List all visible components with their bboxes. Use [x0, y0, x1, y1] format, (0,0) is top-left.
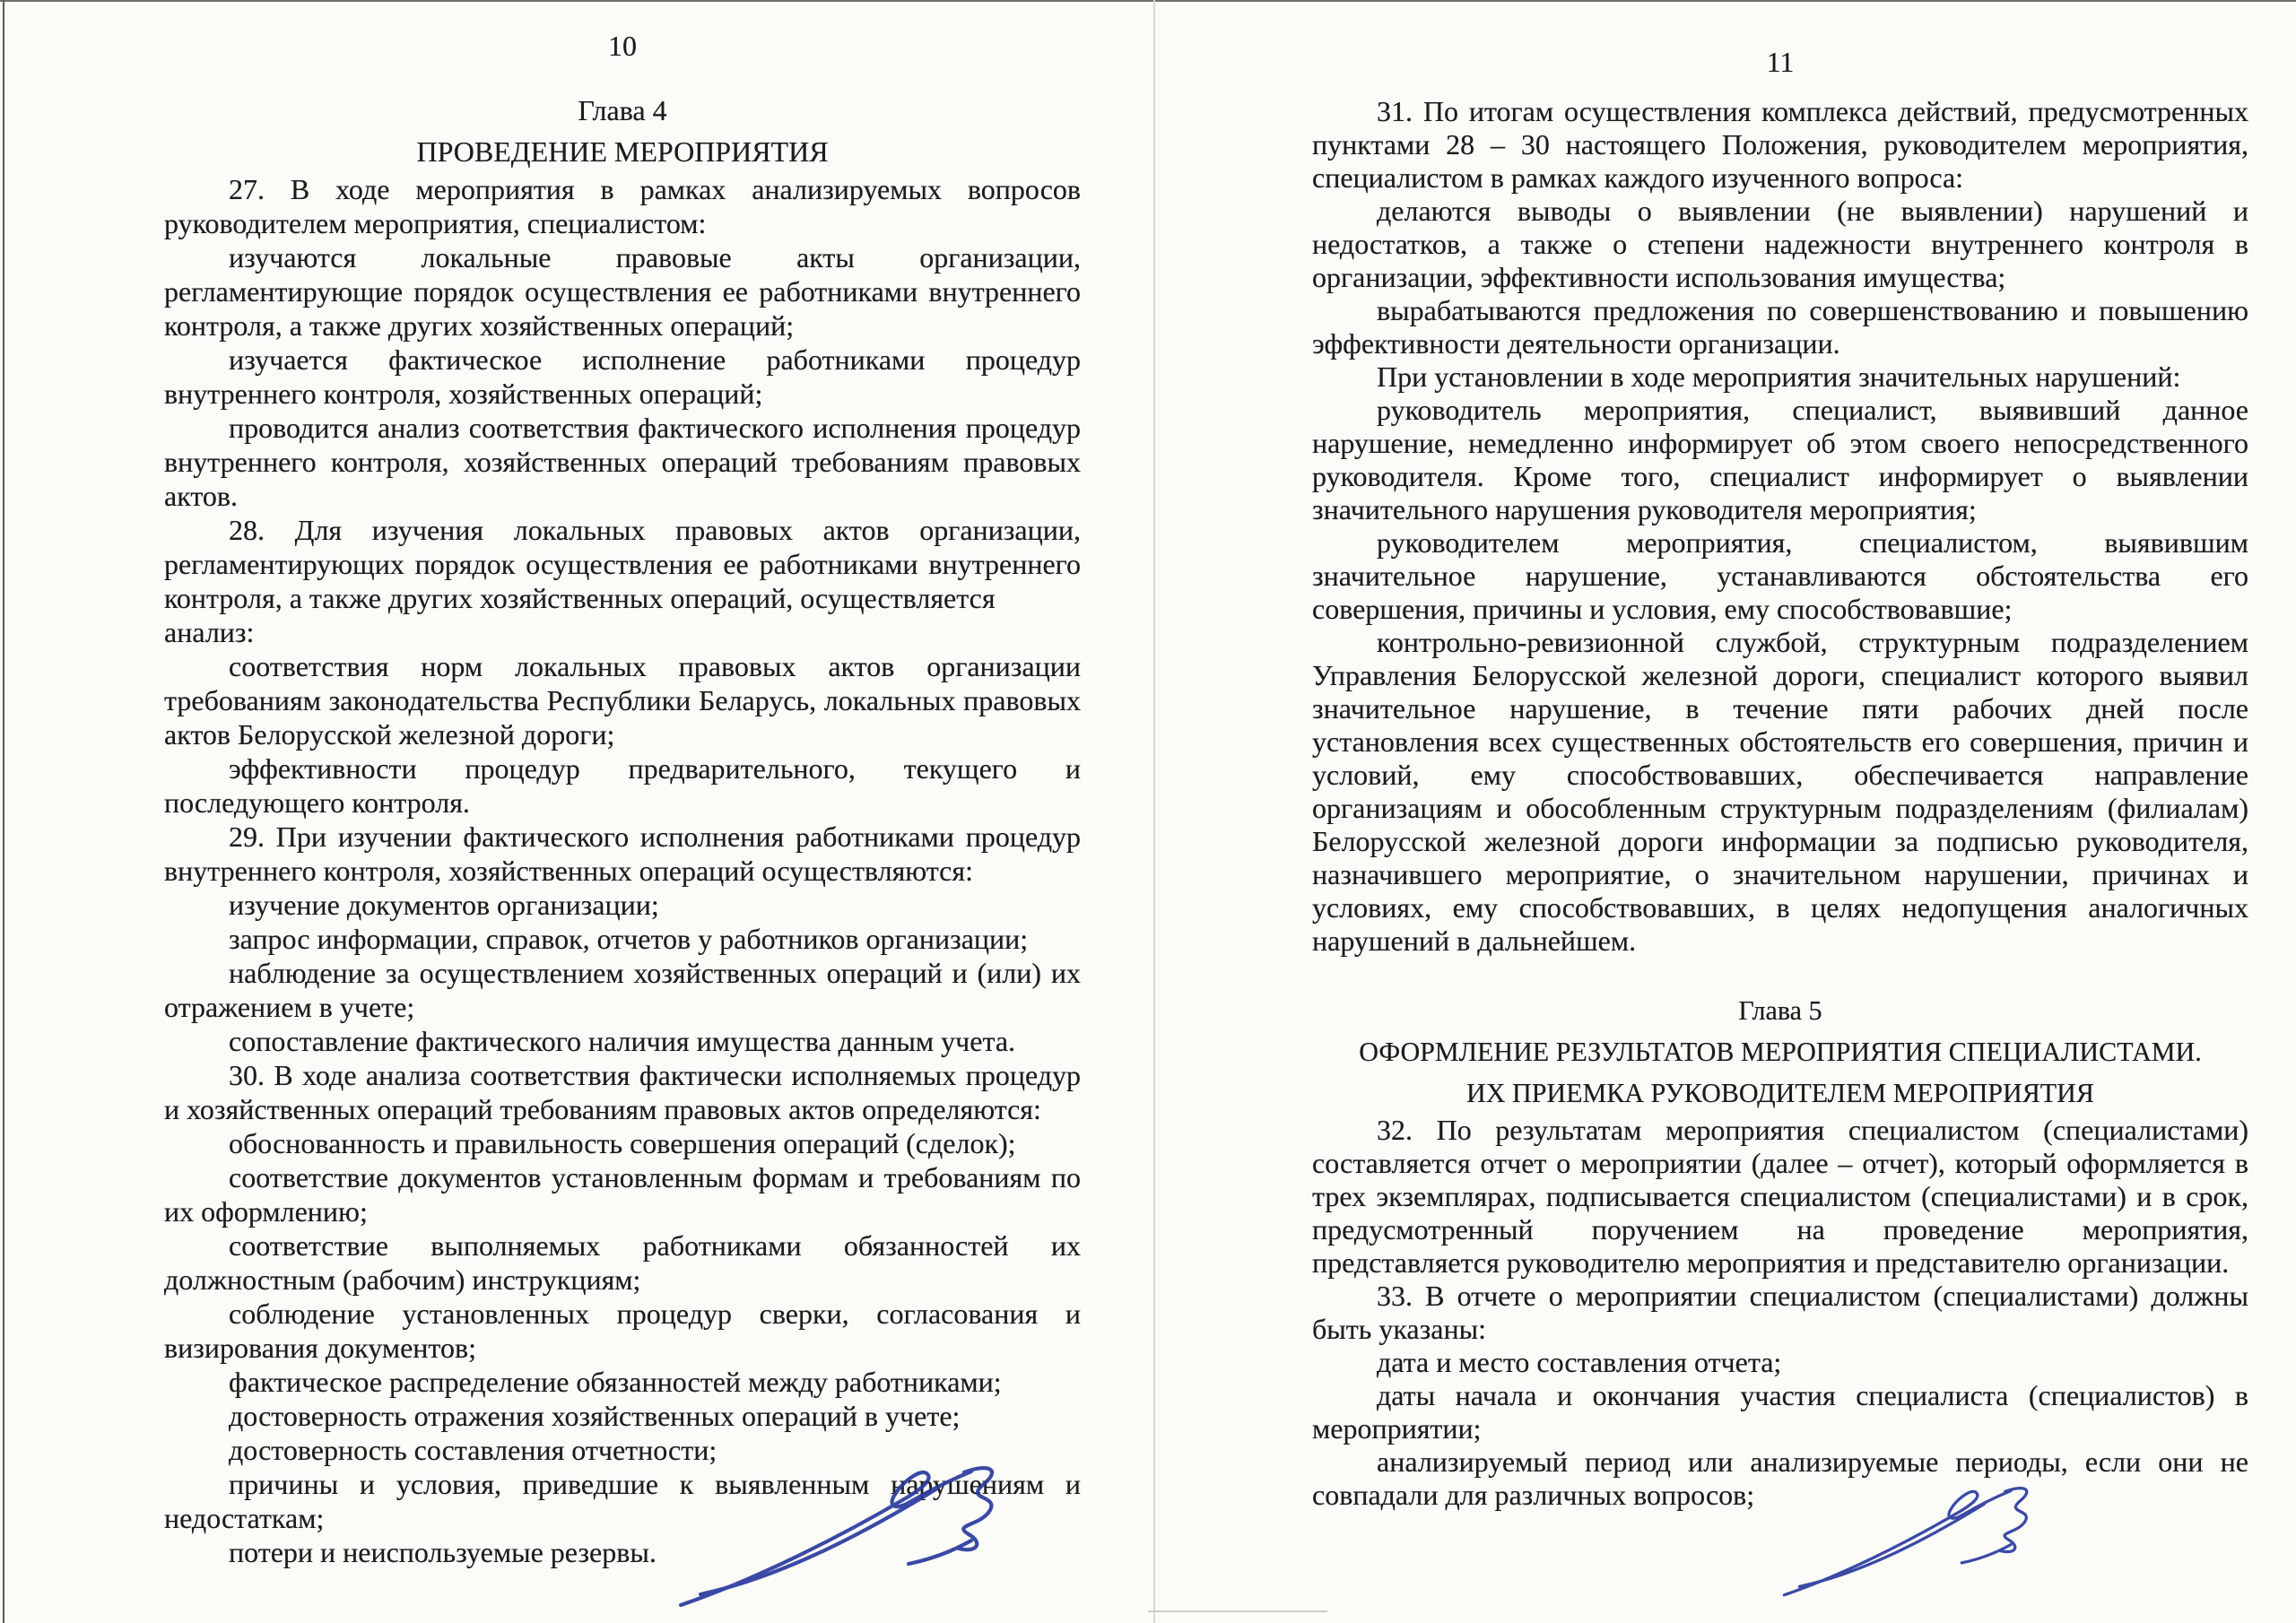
text-line: соответствия норм локальных правовых актов организации — [229, 650, 1081, 682]
text-line: требованиям законодательства Республики Беларусь, локальных правовых — [164, 684, 1081, 716]
text-line: 31. По итогам осуществления комплекса действий, предусмотренных — [1377, 95, 2248, 127]
signature-ink-left — [668, 1445, 1054, 1620]
paragraph — [164, 1058, 1081, 1126]
text-line: делаются выводы о выявлении (не выявлении) нарушений и — [1377, 195, 2248, 227]
heading-line: ПРОВЕДЕНИЕ МЕРОПРИЯТИЯ — [416, 135, 829, 168]
paragraph — [164, 172, 1081, 240]
text-line: специалистом в рамках каждого изученного вопроса: — [1312, 161, 1964, 194]
text-line: предусмотренный поручением на проведение мероприятия, — [1312, 1213, 2248, 1245]
text-line: фактическое распределение обязанностей между работниками; — [229, 1366, 1002, 1398]
text-line: достоверность отражения хозяйственных операций в учете; — [229, 1400, 961, 1432]
scan-edge-top — [0, 0, 2296, 2]
text-line: внутреннего контроля, хозяйственных операций; — [164, 378, 763, 410]
paragraph — [1312, 626, 2248, 958]
text-line: мероприятии; — [1312, 1412, 1482, 1445]
text-line: обоснованность и правильность совершения операций (сделок); — [229, 1127, 1016, 1159]
text-line: вырабатываются предложения по совершенствованию и повышению — [1377, 294, 2248, 326]
text-line: изучаются локальные правовые акты организации, — [229, 241, 1081, 273]
text-line: контроля, а также других хозяйственных операций, осуществляется анализ: — [164, 582, 996, 648]
text-line: достоверность составления отчетности; — [229, 1434, 718, 1466]
text-line: контроля, а также других хозяйственных операций; — [164, 309, 795, 342]
text-line: сопоставление фактического наличия имущества данным учета. — [229, 1025, 1016, 1057]
text-line: недостатков, а также о степени надежности внутреннего контроля в — [1312, 228, 2248, 260]
page-number: 10 — [608, 30, 637, 62]
text-line: соответствие выполняемых работниками обязанностей их — [229, 1229, 1081, 1262]
text-line: значительное нарушение, в течение пяти рабочих дней после — [1312, 692, 2248, 725]
paragraph — [164, 820, 1081, 888]
text-line: даты начала и окончания участия специалиста (специалистов) в — [1377, 1379, 2248, 1411]
paragraph — [164, 1297, 1081, 1365]
text-line: совершения, причины и условия, ему способствовавшие; — [1312, 593, 2013, 625]
text-line: руководителя. Кроме того, специалист информирует о выявлении — [1312, 460, 2248, 492]
heading-line: Глава 4 — [578, 94, 667, 126]
text-line: 32. По результатам мероприятия специалистом (специалистами) — [1377, 1114, 2248, 1146]
text-line: При установлении в ходе мероприятия значительных нарушений: — [1377, 360, 2181, 393]
paragraph — [164, 1365, 1081, 1399]
text-line: дата и место составления отчета; — [1377, 1346, 1782, 1378]
text-line: регламентирующих порядок осуществления ее работниками внутреннего — [164, 548, 1081, 580]
page-11 — [1312, 45, 2248, 1512]
paragraph — [164, 1160, 1081, 1228]
paragraph — [164, 956, 1081, 1024]
paragraph — [164, 1024, 1081, 1058]
text-line: установления всех существенных обстоятельств его совершения, причин и — [1312, 725, 2248, 758]
text-line: 33. В отчете о мероприятии специалистом (специалистами) должны — [1377, 1280, 2248, 1312]
paragraph — [164, 888, 1081, 922]
paragraph — [164, 1399, 1081, 1433]
paragraph — [164, 1126, 1081, 1160]
paragraph — [164, 240, 1081, 343]
paragraph — [164, 411, 1081, 513]
text-line: анализируемый период или анализируемые периоды, если они не — [1377, 1445, 2248, 1478]
text-line: условий, ему способствовавших, обеспечивается направление — [1312, 759, 2248, 791]
text-line: значительного нарушения руководителя мероприятия; — [1312, 493, 1977, 525]
text-line: пунктами 28 – 30 настоящего Положения, руководителем мероприятия, — [1312, 128, 2248, 161]
paragraph — [164, 1228, 1081, 1297]
chapter-heading — [1312, 990, 2248, 1114]
text-line: 29. При изучении фактического исполнения работниками процедур — [229, 820, 1081, 853]
paragraph — [164, 922, 1081, 956]
text-line: изучается фактическое исполнение работниками процедур — [229, 343, 1081, 376]
text-line: руководителем мероприятия, специалистом, выявившим — [1377, 526, 2248, 559]
signature-ink-right — [1774, 1471, 2075, 1607]
text-line: 28. Для изучения локальных правовых актов организации, — [229, 514, 1081, 546]
text-line: и хозяйственных операций требованиям правовых актов определяются: — [164, 1093, 1041, 1125]
paragraph — [1312, 195, 2248, 294]
scan-edge-left — [3, 0, 4, 1623]
text-line: должностным (рабочим) инструкциям; — [164, 1263, 641, 1296]
page-10 — [164, 29, 1081, 1569]
text-line: значительное нарушение, устанавливаются обстоятельства его — [1312, 560, 2248, 592]
text-line: быть указаны: — [1312, 1313, 1486, 1345]
text-line: эффективности деятельности организации. — [1312, 327, 1840, 360]
heading-line: ИХ ПРИЕМКА РУКОВОДИТЕЛЕМ МЕРОПРИЯТИЯ — [1466, 1077, 2094, 1108]
text-line: организации, эффективности использования имущества; — [1312, 261, 2006, 293]
paragraph — [1312, 394, 2248, 526]
text-line: Белорусской железной дороги информации за подписью руководителя, — [1312, 825, 2248, 857]
text-line: внутреннего контроля, хозяйственных операций требованиям правовых — [164, 446, 1081, 478]
text-line: их оформлению; — [164, 1195, 368, 1228]
paragraph — [164, 343, 1081, 411]
page-fold-line — [1153, 0, 1155, 1623]
text-line: совпадали для различных вопросов; — [1312, 1479, 1755, 1511]
text-line: запрос информации, справок, отчетов у работников организации; — [229, 923, 1029, 955]
text-line: 30. В ходе анализа соответствия фактически исполняемых процедур — [229, 1059, 1081, 1091]
text-line: руководителем мероприятия, специалистом: — [164, 207, 707, 239]
page-number: 11 — [1766, 46, 1795, 78]
text-line: 27. В ходе мероприятия в рамках анализируемых вопросов — [229, 173, 1081, 205]
heading-line: Глава 5 — [1738, 994, 1822, 1026]
text-line: Управления Белорусской железной дороги, специалист которого выявил — [1312, 659, 2248, 691]
text-line: визирования документов; — [164, 1332, 476, 1364]
text-line: соответствие документов установленным формам и требованиям по — [229, 1161, 1081, 1193]
paragraph — [1312, 1114, 2248, 1280]
text-line: эффективности процедур предварительного, текущего и — [229, 752, 1081, 785]
text-line: последующего контроля. — [164, 786, 470, 819]
text-line: условиях, ему способствовавших, в целях недопущения аналогичных — [1312, 891, 2248, 924]
paragraph — [164, 513, 1081, 649]
text-line: недостаткам; — [164, 1502, 325, 1534]
text-line: назначившего мероприятие, о значительном нарушении, причинах и — [1312, 858, 2248, 890]
text-line: внутреннего контроля, хозяйственных операций осуществляются: — [164, 855, 973, 887]
text-line: соблюдение установленных процедур сверки, согласования и — [229, 1298, 1081, 1330]
text-line: изучение документов организации; — [229, 889, 659, 921]
text-line: трех экземплярах, подписывается специалистом (специалистами) и в срок, — [1312, 1180, 2248, 1212]
paragraph — [1312, 360, 2248, 394]
text-line: руководитель мероприятия, специалист, выявивший данное — [1377, 394, 2248, 426]
text-line: причины и условия, приведшие к выявленным нарушениям и — [229, 1468, 1081, 1500]
paragraph — [1312, 526, 2248, 626]
text-line: проводится анализ соответствия фактического исполнения процедур — [229, 412, 1081, 444]
text-line: актов Белорусской железной дороги; — [164, 718, 615, 751]
scan-fold-bottom-edge — [1148, 1610, 1327, 1612]
text-line: контрольно-ревизионной службой, структурным подразделением — [1377, 626, 2248, 658]
paragraph — [1312, 294, 2248, 360]
text-line: регламентирующие порядок осуществления ее работниками внутреннего — [164, 275, 1081, 308]
text-line: нарушений в дальнейшем. — [1312, 924, 1637, 957]
paragraph — [164, 649, 1081, 751]
paragraph — [1312, 95, 2248, 195]
chapter-heading — [164, 90, 1081, 172]
paragraph — [164, 751, 1081, 820]
text-line: организациям и обособленным структурным подразделениям (филиалам) — [1312, 792, 2248, 824]
paragraph — [1312, 1346, 2248, 1379]
text-line: потери и неиспользуемые резервы. — [229, 1536, 657, 1568]
page-10-blocks — [164, 90, 1081, 1569]
paragraph — [1312, 1379, 2248, 1445]
text-line: составляется отчет о мероприятии (далее – отчет), который оформляется в — [1312, 1147, 2248, 1179]
heading-line: ОФОРМЛЕНИЕ РЕЗУЛЬТАТОВ МЕРОПРИЯТИЯ СПЕЦИАЛИСТАМИ. — [1359, 1036, 2202, 1067]
text-line: актов. — [164, 480, 238, 512]
text-line: нарушение, немедленно информирует об этом своего непосредственного — [1312, 427, 2248, 459]
text-line: отражением в учете; — [164, 991, 415, 1023]
text-line: представляется руководителю мероприятия и представителю организации. — [1312, 1246, 2230, 1279]
paragraph — [1312, 1280, 2248, 1346]
page-11-blocks — [1312, 95, 2248, 1512]
text-line: наблюдение за осуществлением хозяйственных операций и (или) их — [229, 957, 1081, 989]
